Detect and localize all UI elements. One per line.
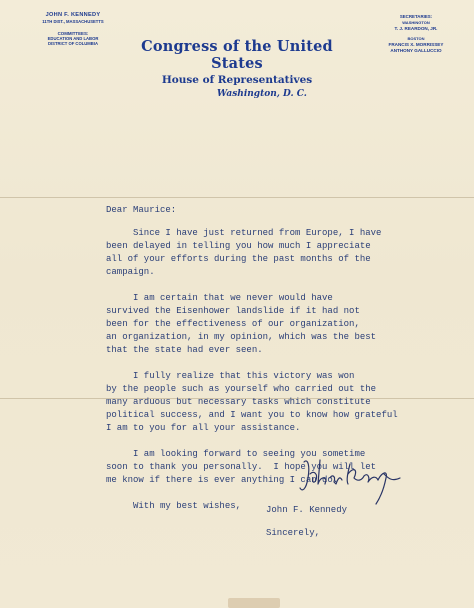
paragraph: Since I have just returned from Europe, I have been delayed in telling you how much I appreciate all of your efforts during the past months of the campaign. bbox=[106, 228, 382, 277]
paragraph: I am certain that we never would have survived the Eisenhower landslide if it had not been for the effectiveness of our organization, an organization, in my opinion, which was the best that the state had ever seen. bbox=[106, 293, 377, 355]
letterhead-center bbox=[120, 38, 354, 99]
committee-item: DISTRICT OF COLUMBIA bbox=[47, 41, 98, 47]
secretaries-heading: SECRETARIES: bbox=[399, 14, 433, 19]
secretary-name: FRANCIS X. MORRISSEY bbox=[388, 42, 444, 47]
letterhead-title: Congress of the United States bbox=[141, 38, 333, 72]
secretary-name: T. J. REARDON, JR. bbox=[394, 26, 438, 31]
best-wishes-line: With my best wishes, bbox=[106, 501, 242, 511]
salutation: Dear Maurice: bbox=[106, 205, 177, 215]
letter-body bbox=[106, 204, 466, 540]
letterhead-subtitle: House of Representatives bbox=[161, 74, 313, 86]
secretary-location: WASHINGTON bbox=[402, 20, 430, 25]
letterhead-right bbox=[372, 14, 460, 53]
committee-item: EDUCATION AND LABOR bbox=[47, 36, 99, 41]
district-label: 11TH DIST., MASSACHUSETTS bbox=[42, 19, 104, 24]
paper-stain bbox=[228, 598, 280, 608]
handwritten-signature bbox=[296, 448, 406, 508]
paragraph: I fully realize that this victory was won by the people such as yourself who carried out the many arduous but necessary tasks which constitute political success, and I want you to know how grateful I am to you for all your assistance. bbox=[106, 371, 398, 433]
paragraph: I am looking forward to seeing you sometime soon to thank you personally. I hope you will let me know if there is ever anything I can do. bbox=[106, 449, 377, 485]
fold-line bbox=[0, 197, 474, 198]
secretary-location: BOSTON bbox=[407, 36, 425, 41]
secretary-name: ANTHONY GALLUCCIO bbox=[390, 48, 442, 53]
typed-signature-name: John F. Kennedy bbox=[266, 505, 348, 515]
closing: Sincerely, bbox=[266, 528, 321, 538]
committees-heading: COMMITTEES: bbox=[57, 31, 89, 36]
letterhead-left bbox=[28, 12, 118, 46]
congressman-name: JOHN F. KENNEDY bbox=[45, 12, 101, 18]
letterhead-city: Washington, D. C. bbox=[217, 89, 307, 99]
